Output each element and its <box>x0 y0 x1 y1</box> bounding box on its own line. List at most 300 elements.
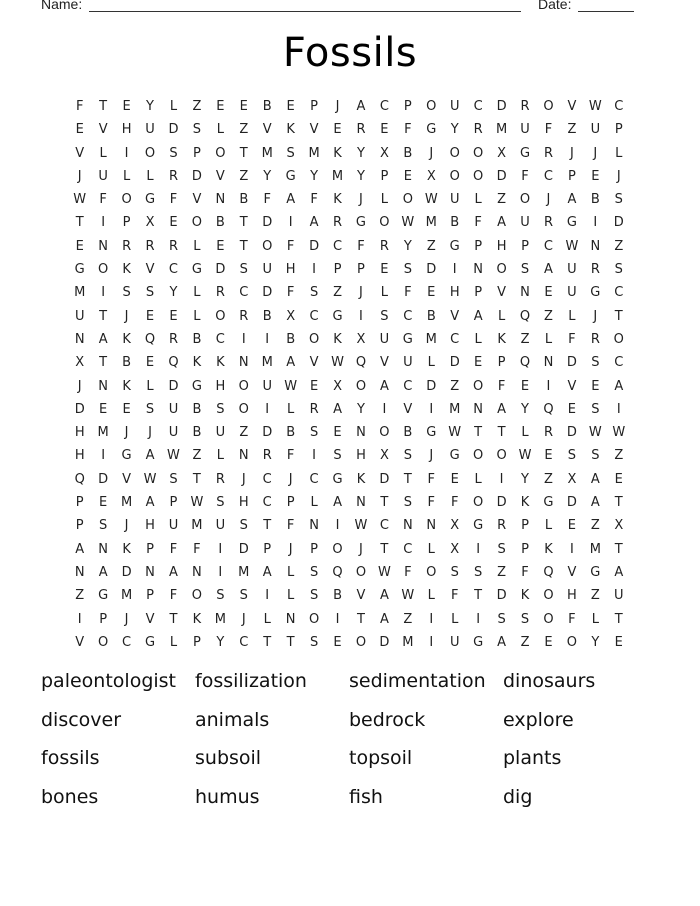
grid-letter: V <box>356 588 366 604</box>
word-list-item: sedimentation <box>349 670 486 692</box>
grid-letter: S <box>239 518 248 534</box>
grid-letter: O <box>355 378 367 394</box>
grid-letter: F <box>99 192 107 208</box>
grid-letter: P <box>474 238 483 254</box>
grid-letter: G <box>449 238 460 254</box>
grid-letter: E <box>286 99 295 114</box>
grid-row <box>68 305 631 328</box>
grid-letter: K <box>216 355 225 371</box>
grid-letter: I <box>312 262 317 278</box>
grid-letter: Z <box>544 308 553 324</box>
grid-letter: D <box>496 99 507 114</box>
grid-letter: N <box>309 518 319 534</box>
grid-letter: Y <box>356 145 365 161</box>
grid-letter: X <box>75 355 85 371</box>
grid-letter: E <box>333 634 342 650</box>
grid-letter: N <box>520 285 530 301</box>
grid-letter: S <box>614 192 623 208</box>
grid-letter: J <box>593 308 598 324</box>
grid-letter: L <box>427 588 435 604</box>
grid-letter: H <box>496 238 507 254</box>
grid-letter: G <box>519 145 531 161</box>
grid-letter: O <box>98 262 109 278</box>
grid-letter: G <box>473 518 484 534</box>
grid-letter: I <box>546 378 551 394</box>
grid-letter: S <box>591 448 600 464</box>
grid-letter: C <box>403 378 413 394</box>
grid-letter: L <box>380 192 389 208</box>
grid-letter: U <box>449 634 460 650</box>
grid-letter: U <box>74 308 85 324</box>
grid-letter: L <box>216 122 224 138</box>
grid-letter: I <box>616 401 621 417</box>
grid-letter: D <box>379 471 390 487</box>
grid-letter: G <box>98 588 109 604</box>
grid-letter: T <box>403 471 412 487</box>
grid-letter: O <box>543 99 554 114</box>
grid-letter: X <box>333 378 342 394</box>
grid-letter: G <box>426 122 437 138</box>
grid-letter: V <box>567 378 577 394</box>
grid-letter: Z <box>403 611 413 627</box>
grid-letter: F <box>169 192 178 208</box>
grid-letter: Q <box>332 564 343 580</box>
grid-letter: F <box>427 471 436 487</box>
grid-letter: Z <box>333 285 342 301</box>
grid-letter: O <box>379 425 390 441</box>
grid-letter: J <box>359 192 363 208</box>
grid-letter: Z <box>520 331 530 347</box>
word-list-item: topsoil <box>349 747 413 769</box>
word-list-item: fossils <box>41 747 100 769</box>
grid-letter: U <box>168 518 179 534</box>
grid-letter: R <box>309 401 319 417</box>
grid-letter: O <box>98 634 109 650</box>
grid-letter: P <box>310 99 319 114</box>
grid-letter: W <box>331 355 344 371</box>
grid-letter: E <box>99 495 108 511</box>
grid-letter: P <box>286 495 295 511</box>
grid-letter: T <box>99 355 108 371</box>
grid-letter: R <box>473 122 483 138</box>
grid-letter: A <box>379 378 389 394</box>
grid-letter: Y <box>216 634 225 650</box>
grid-letter: S <box>474 564 483 580</box>
grid-letter: O <box>519 192 531 208</box>
grid-letter: O <box>215 145 226 161</box>
grid-letter: N <box>74 564 85 580</box>
grid-letter: A <box>590 471 600 487</box>
grid-letter: F <box>544 122 553 138</box>
grid-letter: Z <box>192 99 202 114</box>
grid-letter: F <box>521 564 529 580</box>
grid-row <box>68 142 631 165</box>
grid-letter: W <box>354 518 368 534</box>
grid-letter: E <box>380 122 389 138</box>
grid-letter: U <box>168 401 179 417</box>
grid-letter: I <box>101 215 106 231</box>
grid-letter: E <box>216 238 225 254</box>
grid-letter: C <box>543 168 553 184</box>
name-blank-line <box>89 11 521 12</box>
grid-letter: G <box>144 634 156 650</box>
grid-letter: T <box>99 99 108 114</box>
grid-letter: X <box>145 215 155 231</box>
grid-letter: A <box>145 495 155 511</box>
grid-letter: O <box>473 495 484 511</box>
grid-letter: P <box>614 122 623 138</box>
grid-letter: O <box>355 634 367 650</box>
grid-letter: U <box>449 192 460 208</box>
grid-letter: F <box>286 285 295 301</box>
grid-letter: Z <box>544 471 553 487</box>
grid-letter: U <box>262 262 272 278</box>
word-list-item: bedrock <box>349 708 426 731</box>
grid-letter: T <box>239 145 248 161</box>
grid-letter: J <box>335 99 340 114</box>
grid-letter: I <box>101 448 106 464</box>
grid-letter: M <box>191 518 203 534</box>
grid-letter: E <box>239 99 248 114</box>
worksheet-header <box>41 0 641 16</box>
grid-letter: J <box>593 145 598 161</box>
grid-letter: R <box>215 471 225 487</box>
grid-letter: D <box>613 215 624 231</box>
grid-letter: O <box>426 564 437 580</box>
grid-letter: H <box>121 122 132 138</box>
grid-letter: F <box>568 611 576 627</box>
grid-letter: O <box>262 238 273 254</box>
grid-letter: S <box>309 285 319 301</box>
grid-letter: W <box>190 495 204 511</box>
grid-letter: P <box>169 495 178 511</box>
grid-letter: R <box>590 331 600 347</box>
grid-letter: B <box>286 425 296 441</box>
date-blank-line <box>578 11 634 12</box>
grid-letter: R <box>520 99 530 114</box>
grid-letter: F <box>568 331 576 347</box>
grid-letter: U <box>262 378 272 394</box>
grid-letter: O <box>379 215 390 231</box>
grid-letter: V <box>309 355 319 371</box>
grid-letter: K <box>520 588 530 604</box>
grid-letter: S <box>122 285 131 301</box>
grid-letter: J <box>288 541 293 557</box>
grid-letter: S <box>309 634 319 650</box>
grid-letter: J <box>429 145 434 161</box>
grid-letter: E <box>520 378 530 394</box>
grid-letter: B <box>192 331 202 347</box>
grid-letter: L <box>193 238 201 254</box>
grid-letter: D <box>379 634 390 650</box>
grid-letter: P <box>474 285 483 301</box>
grid-letter: Z <box>239 168 249 184</box>
grid-letter: Z <box>497 564 507 580</box>
grid-letter: S <box>239 588 248 604</box>
grid-letter: P <box>146 541 154 557</box>
grid-letter: M <box>214 611 226 627</box>
grid-letter: K <box>333 331 342 347</box>
grid-letter: D <box>168 378 179 394</box>
grid-letter: O <box>449 145 460 161</box>
grid-letter: O <box>238 378 249 394</box>
grid-letter: Z <box>450 378 460 394</box>
grid-letter: D <box>566 425 577 441</box>
grid-letter: N <box>473 262 484 278</box>
grid-letter: F <box>450 588 459 604</box>
grid-letter: T <box>263 634 272 650</box>
grid-letter: C <box>403 308 413 324</box>
grid-letter: J <box>616 168 621 184</box>
grid-letter: T <box>263 518 272 534</box>
grid-row <box>68 165 631 188</box>
grid-letter: W <box>612 425 626 441</box>
grid-letter: L <box>169 634 178 650</box>
grid-letter: M <box>238 564 250 580</box>
grid-letter: T <box>356 611 365 627</box>
grid-letter: K <box>497 331 506 347</box>
grid-letter: Y <box>169 285 178 301</box>
grid-letter: S <box>99 518 108 534</box>
grid-letter: Q <box>168 355 179 371</box>
grid-letter: W <box>284 378 298 394</box>
grid-letter: Q <box>355 355 367 371</box>
grid-letter: R <box>333 215 343 231</box>
grid-row <box>68 211 631 234</box>
grid-letter: T <box>239 238 248 254</box>
grid-letter: A <box>544 262 553 278</box>
grid-letter: R <box>145 238 155 254</box>
grid-letter: E <box>591 168 600 184</box>
grid-letter: N <box>356 425 366 441</box>
grid-letter: Q <box>543 564 554 580</box>
grid-letter: G <box>332 308 343 324</box>
grid-letter: E <box>544 285 553 301</box>
grid-letter: F <box>404 564 412 580</box>
grid-letter: E <box>122 99 131 114</box>
grid-letter: J <box>359 541 363 557</box>
grid-row <box>68 491 631 514</box>
grid-letter: L <box>474 331 482 347</box>
grid-letter: Z <box>239 425 249 441</box>
grid-letter: E <box>333 425 342 441</box>
grid-letter: X <box>614 518 624 534</box>
grid-letter: D <box>168 122 179 138</box>
grid-letter: U <box>168 425 179 441</box>
grid-letter: P <box>75 518 84 534</box>
grid-letter: F <box>286 448 295 464</box>
grid-letter: L <box>427 355 435 371</box>
grid-letter: O <box>144 145 156 161</box>
grid-letter: Q <box>519 355 531 371</box>
grid-letter: M <box>120 588 133 604</box>
grid-letter: V <box>145 262 155 278</box>
grid-letter: W <box>518 448 532 464</box>
grid-letter: X <box>286 308 296 324</box>
grid-letter: L <box>287 564 295 580</box>
grid-letter: L <box>474 192 482 208</box>
grid-letter: O <box>543 588 554 604</box>
grid-letter: O <box>496 262 507 278</box>
grid-letter: S <box>309 588 319 604</box>
grid-letter: W <box>448 425 462 441</box>
page-title: Fossils <box>282 30 418 76</box>
grid-letter: Y <box>146 99 154 114</box>
grid-letter: C <box>379 518 389 534</box>
grid-letter: C <box>450 331 460 347</box>
grid-letter: Y <box>450 122 459 138</box>
grid-row <box>68 188 631 211</box>
grid-letter: G <box>426 425 437 441</box>
grid-letter: U <box>215 425 226 441</box>
grid-letter: R <box>122 238 132 254</box>
grid-row <box>68 608 631 631</box>
grid-letter: W <box>143 471 157 487</box>
grid-letter: I <box>124 145 129 161</box>
grid-letter: I <box>265 331 270 347</box>
grid-letter: L <box>99 145 107 161</box>
grid-letter: D <box>496 168 507 184</box>
grid-letter: U <box>98 168 108 184</box>
grid-letter: O <box>543 611 554 627</box>
grid-letter: W <box>73 192 87 208</box>
grid-letter: K <box>122 378 131 394</box>
grid-letter: A <box>473 308 483 324</box>
grid-letter: G <box>402 331 413 347</box>
grid-letter: S <box>520 262 530 278</box>
grid-letter: J <box>148 425 152 441</box>
grid-letter: I <box>312 448 317 464</box>
grid-letter: G <box>355 215 366 231</box>
grid-letter: E <box>403 168 412 184</box>
grid-letter: B <box>262 99 272 114</box>
grid-letter: F <box>169 588 178 604</box>
grid-row <box>68 468 631 491</box>
grid-letter: D <box>121 564 132 580</box>
grid-letter: K <box>544 541 553 557</box>
grid-letter: X <box>379 145 389 161</box>
grid-letter: P <box>357 262 365 278</box>
grid-letter: N <box>285 611 296 627</box>
grid-letter: E <box>567 518 577 534</box>
grid-letter: Y <box>591 634 600 650</box>
grid-letter: M <box>261 145 273 161</box>
word-list-item: explore <box>503 708 574 731</box>
grid-letter: L <box>380 285 389 301</box>
grid-letter: D <box>74 401 85 417</box>
grid-letter: I <box>218 541 223 557</box>
grid-letter: R <box>168 238 178 254</box>
grid-letter: T <box>99 308 108 324</box>
grid-letter: U <box>215 518 226 534</box>
grid-letter: J <box>288 471 293 487</box>
grid-letter: M <box>120 495 133 511</box>
grid-letter: Z <box>590 518 600 534</box>
grid-letter: S <box>614 262 623 278</box>
grid-letter: B <box>239 192 249 208</box>
grid-letter: S <box>169 145 178 161</box>
grid-letter: W <box>401 588 415 604</box>
grid-letter: Z <box>614 448 624 464</box>
grid-letter: L <box>615 145 623 161</box>
grid-letter: E <box>380 262 389 278</box>
word-list-item: fossilization <box>195 670 307 692</box>
grid-letter: K <box>286 122 295 138</box>
grid-letter: O <box>332 541 343 557</box>
grid-letter: G <box>332 471 343 487</box>
grid-letter: C <box>473 99 483 114</box>
grid-letter: P <box>192 145 201 161</box>
grid-letter: P <box>497 355 506 371</box>
grid-letter: P <box>146 588 154 604</box>
grid-letter: B <box>450 215 460 231</box>
grid-letter: L <box>169 99 178 114</box>
grid-letter: J <box>124 611 129 627</box>
grid-letter: S <box>403 262 412 278</box>
grid-letter: P <box>521 518 529 534</box>
grid-letter: J <box>77 378 82 394</box>
grid-letter: R <box>379 238 389 254</box>
grid-letter: A <box>286 192 296 208</box>
grid-letter: L <box>193 308 201 324</box>
word-list <box>41 668 661 810</box>
grid-letter: R <box>497 518 507 534</box>
grid-letter: O <box>308 331 320 347</box>
grid-letter: E <box>614 634 623 650</box>
grid-letter: B <box>262 308 272 324</box>
grid-row <box>68 444 631 467</box>
grid-letter: V <box>98 122 108 138</box>
grid-letter: L <box>287 588 295 604</box>
grid-row <box>68 584 631 607</box>
grid-letter: Z <box>590 588 600 604</box>
grid-letter: Z <box>520 634 530 650</box>
grid-letter: G <box>144 192 156 208</box>
word-list-item: paleontologist <box>41 670 177 692</box>
grid-letter: I <box>476 611 481 627</box>
grid-letter: R <box>168 331 178 347</box>
grid-letter: P <box>310 541 319 557</box>
grid-letter: T <box>614 308 623 324</box>
grid-letter: E <box>75 122 84 138</box>
grid-letter: M <box>495 122 508 138</box>
grid-letter: E <box>216 99 225 114</box>
grid-letter: L <box>216 448 224 464</box>
grid-letter: R <box>168 168 178 184</box>
grid-letter: K <box>192 611 202 627</box>
grid-letter: W <box>167 448 180 464</box>
grid-letter: E <box>122 401 131 417</box>
grid-row <box>68 561 631 584</box>
grid-letter: A <box>379 611 389 627</box>
grid-letter: I <box>429 611 434 627</box>
grid-letter: K <box>122 262 131 278</box>
grid-letter: Q <box>543 401 554 417</box>
grid-letter: F <box>450 495 459 511</box>
grid-letter: Z <box>192 448 202 464</box>
grid-letter: A <box>98 564 108 580</box>
grid-letter: G <box>121 448 132 464</box>
grid-letter: C <box>122 634 132 650</box>
grid-row <box>68 421 631 444</box>
grid-letter: A <box>333 495 342 511</box>
grid-letter: W <box>424 192 438 208</box>
grid-letter: E <box>544 448 553 464</box>
word-list-item: humus <box>195 785 260 808</box>
grid-letter: H <box>145 518 155 534</box>
grid-letter: S <box>239 262 248 278</box>
grid-letter: I <box>241 331 246 347</box>
